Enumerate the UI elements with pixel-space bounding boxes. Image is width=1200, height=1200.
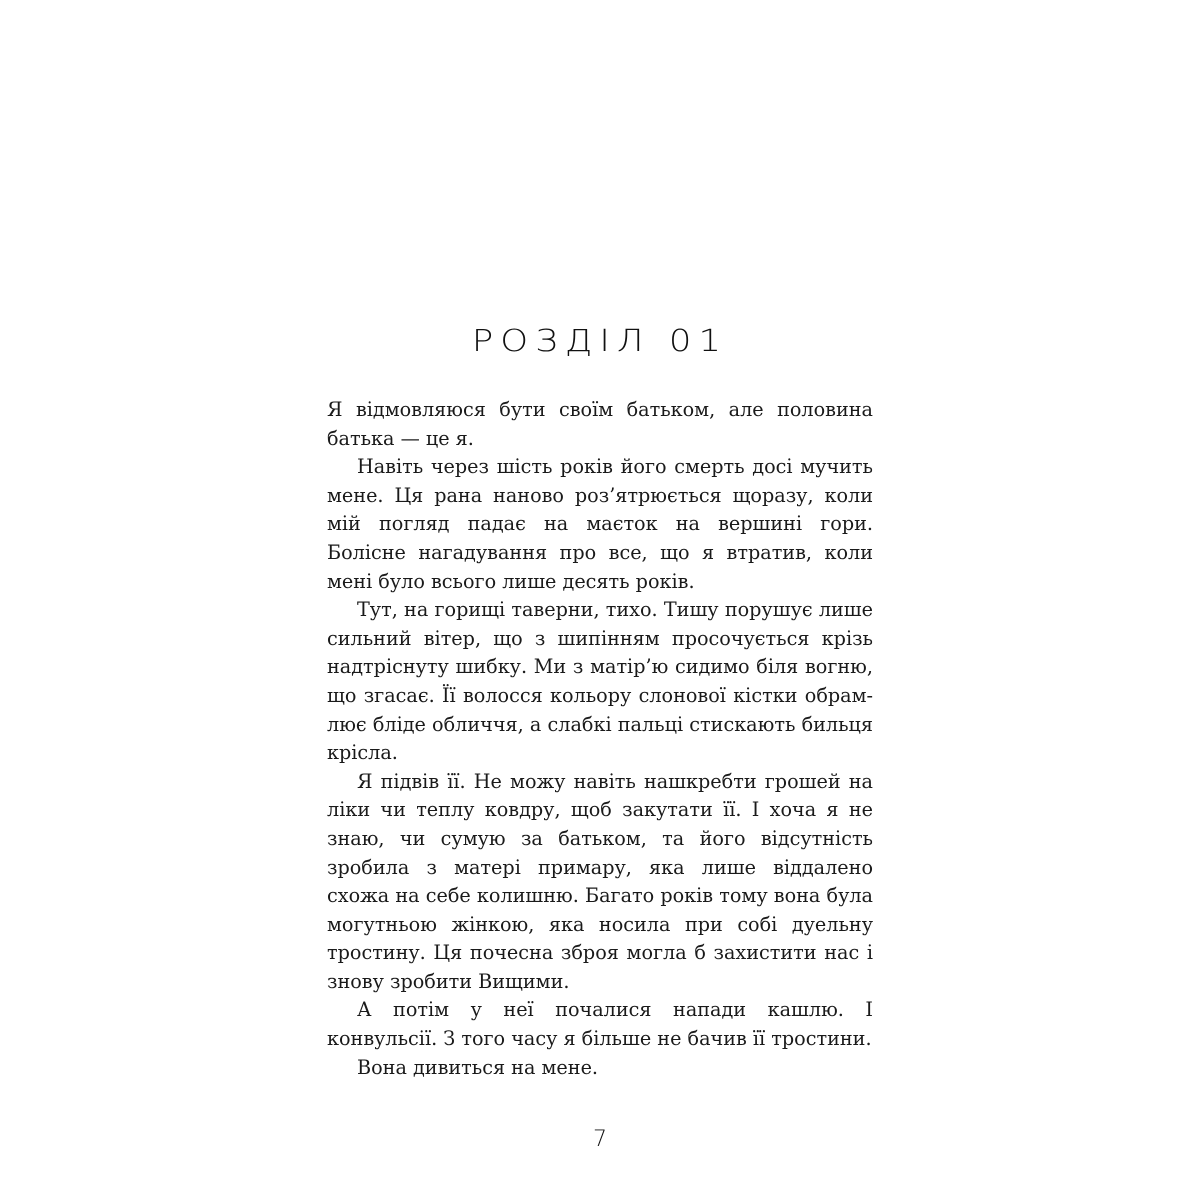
chapter-text — [327, 396, 873, 1082]
paragraph: Навіть через шість років його смерть досі мучить мене. Ця рана наново роз’ятрюється щоразу, коли мій погляд падає на маєток на вершині гори. Болісне нагадування про все, що я втратив, коли мені було всього лише десять років. — [327, 455, 873, 593]
paragraph: Я підвів її. Не можу навіть нашкребти грошей на ліки чи теплу ковдру, щоб закутати її. І хоча я не знаю, чи сумую за батьком, та його відсутність зробила з матері примару, яка лише віддалено схожа на себе колишню. Багато років тому вона була могутньою жінкою, яка носила при собі дуельну тростину. Ця почесна зброя могла б захистити нас і знову зробити Вищими. — [327, 769, 873, 993]
paragraph: Вона дивиться на мене. — [357, 1055, 599, 1079]
chapter-title: РОЗДІЛ 01 — [471, 324, 729, 359]
page-number: 7 — [593, 1127, 607, 1152]
paragraph: Я відмовляюся бути своїм батьком, але половина батька — це я. — [327, 398, 873, 450]
paragraph: Тут, на горищі таверни, тихо. Тишу порушує лише сильний вітер, що з шипінням просочується крізь надтріснуту шибку. Ми з матір’ю сидимо біля вогню, що згасає. Її волосся кольору слонової кістки обрамлює бліде обличчя, а слабкі пальці стискають бильця крісла. — [327, 598, 873, 765]
paragraph: А потім у неї почалися напади кашлю. І конвульсії. З того часу я більше не бачив її тростини. — [327, 998, 873, 1051]
